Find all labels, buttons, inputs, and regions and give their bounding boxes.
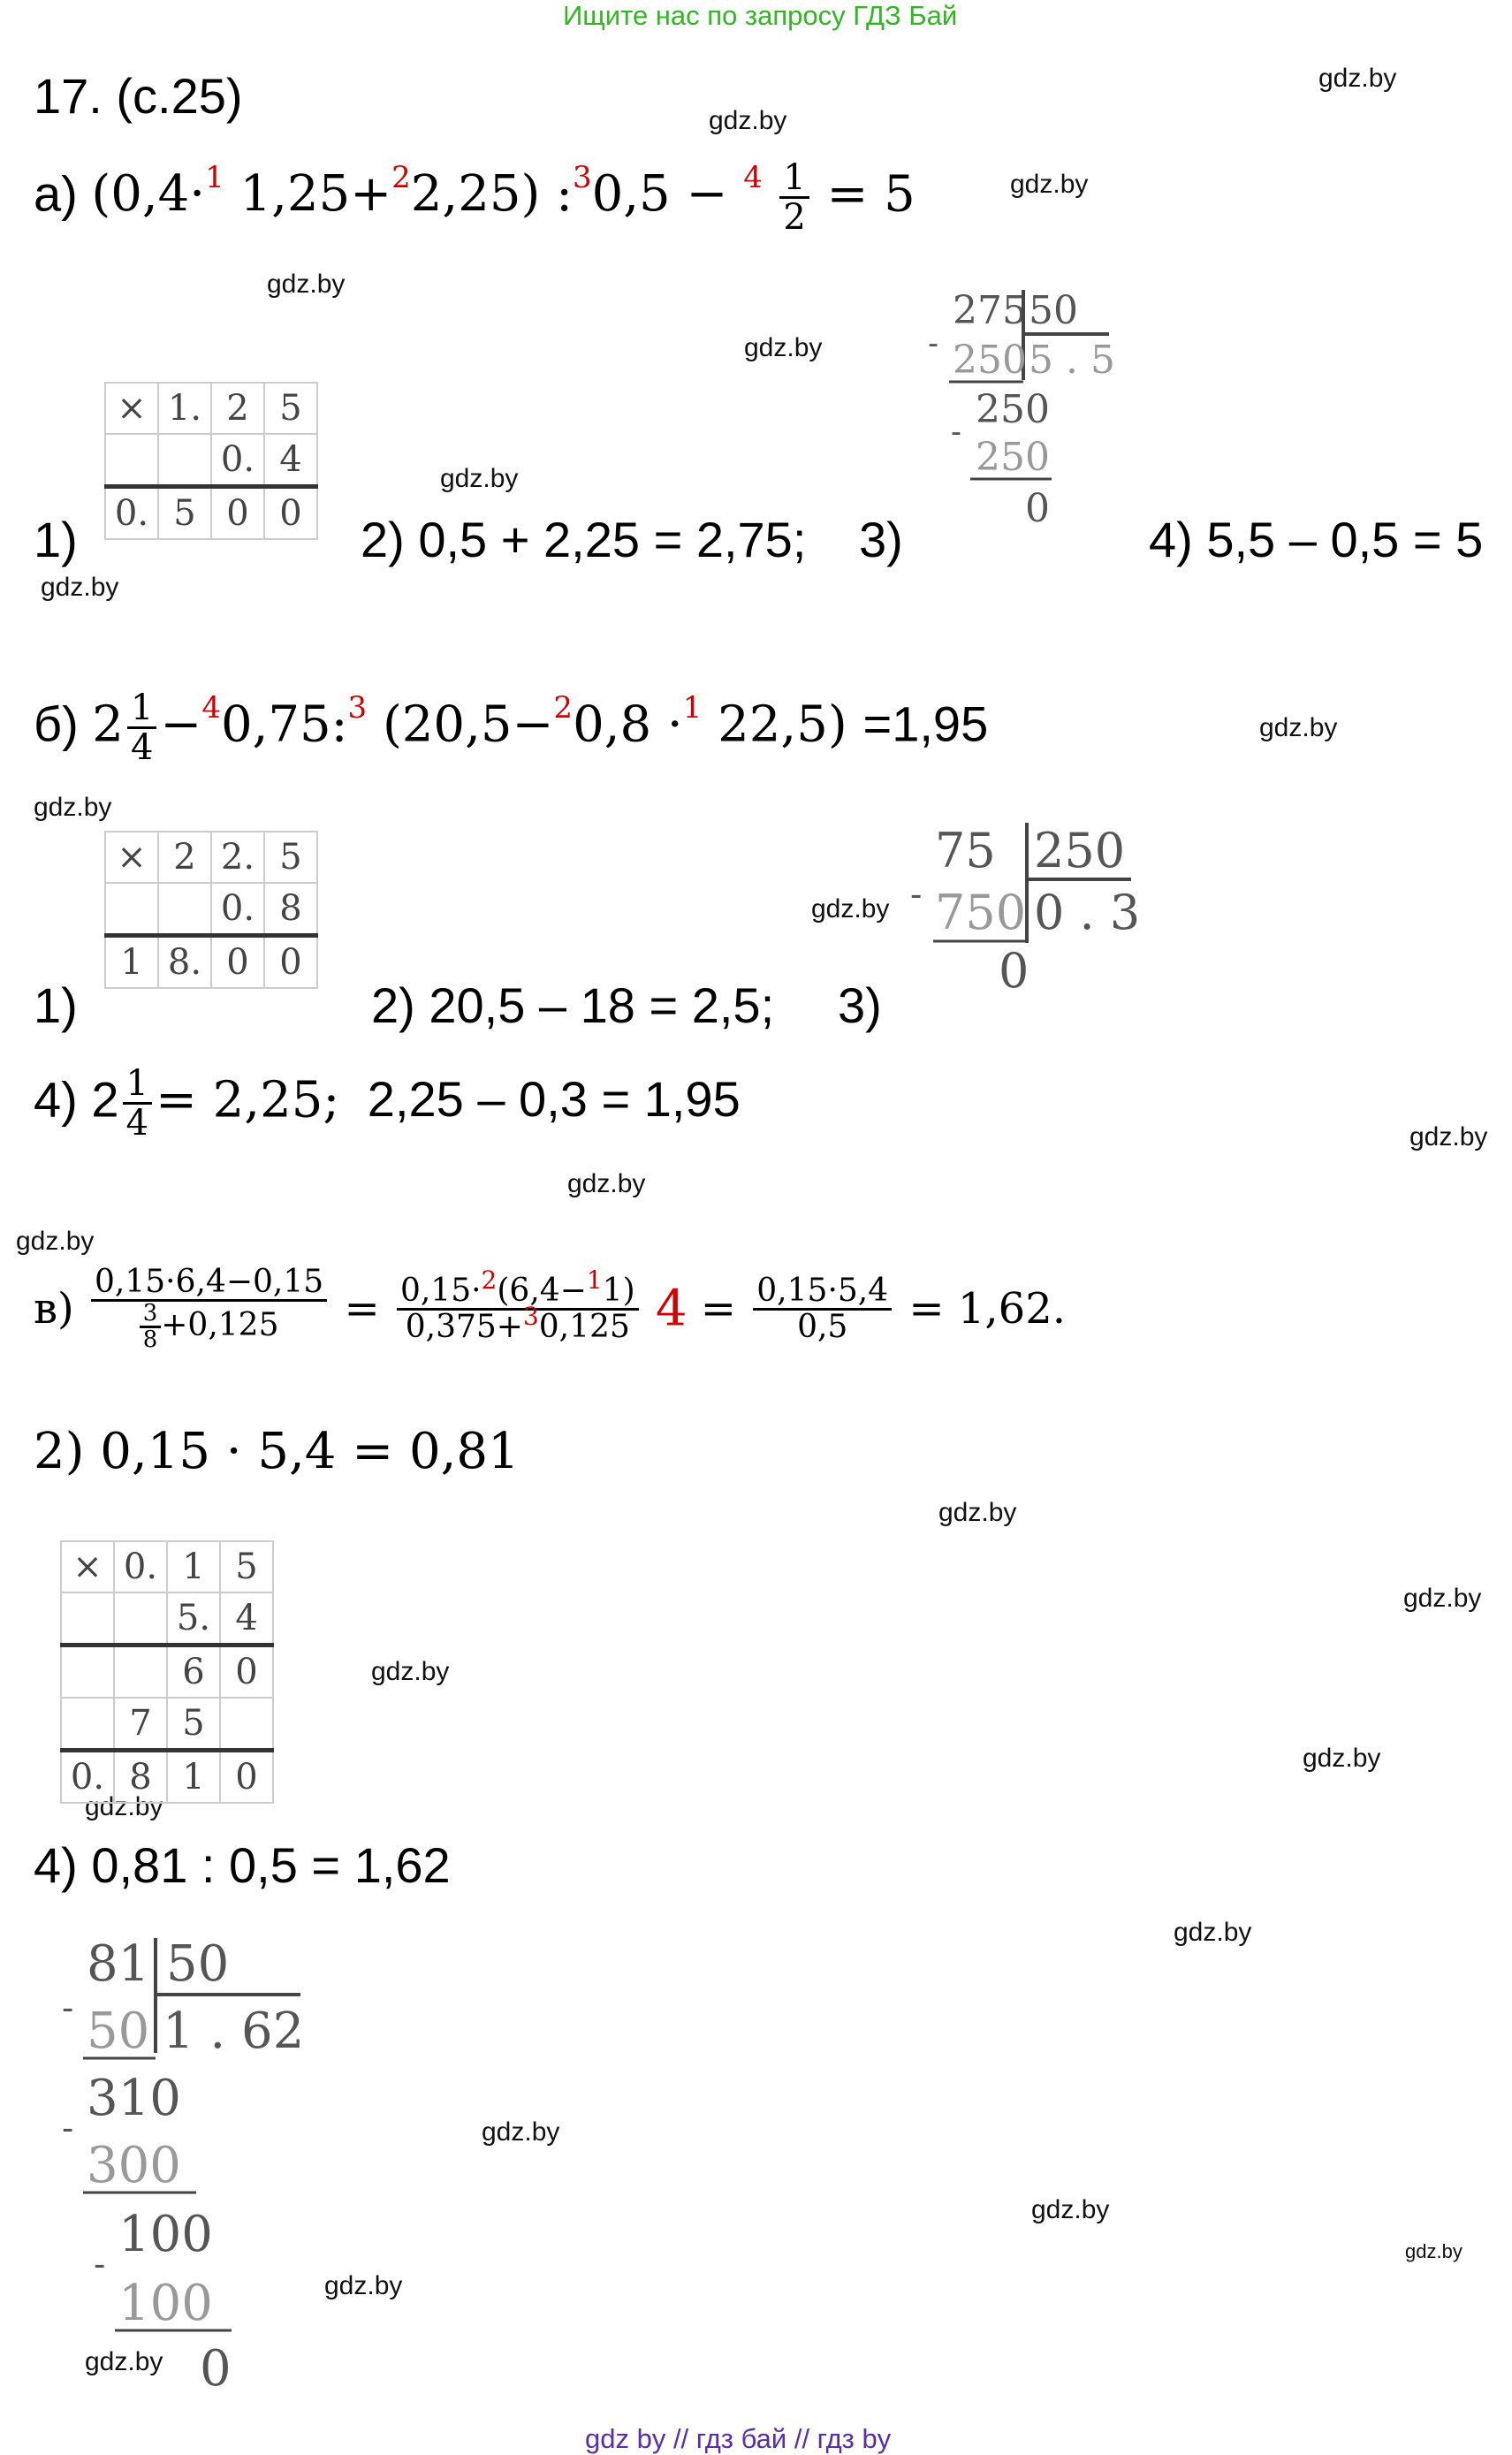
watermark: gdz.by xyxy=(938,1498,1017,1527)
part-c-multiplication: × 0. 1 5 5. 4 6 0 7 5 0. 8 1 0 xyxy=(60,1540,274,1804)
watermark: gdz.by xyxy=(1409,1122,1488,1151)
watermark: gdz.by xyxy=(1405,2240,1463,2262)
watermark: gdz.by xyxy=(34,793,112,822)
div-digit: 0 xyxy=(1025,486,1050,530)
part-c-step2: 2) 0,15 · 5,4 = 0,81 xyxy=(34,1423,520,1480)
watermark: gdz.by xyxy=(567,1169,646,1198)
div-digit: 0 xyxy=(200,2340,232,2390)
watermark: gdz.by xyxy=(1403,1584,1482,1613)
watermark: gdz.by xyxy=(16,1227,95,1256)
div-digit: 50 xyxy=(166,1935,230,1993)
div-digit: 250 xyxy=(976,387,1050,432)
svg-text:-: - xyxy=(951,413,961,449)
part-a-long-division xyxy=(928,283,1122,530)
part-b-multiplication: × 2 2. 5 0. 8 1 8. 0 0 xyxy=(104,831,318,989)
div-digit: 250 xyxy=(1034,823,1126,878)
div-digit: 250 xyxy=(976,435,1050,480)
part-b-expression: б) 2 $\frac{1}{4}$ −$^4$0,75:$^3$ (20,5−$^2$0,8 ·$^1$ 22,5) =1,95 xyxy=(34,688,989,768)
watermark: gdz.by xyxy=(85,2347,163,2376)
watermark: gdz.by xyxy=(371,1657,450,1686)
svg-text:-: - xyxy=(62,1988,74,2027)
div-digit: 0 xyxy=(999,943,1030,994)
div-digit: 100 xyxy=(118,2206,213,2263)
watermark: gdz.by xyxy=(744,333,823,362)
watermark: gdz.by xyxy=(1318,64,1397,93)
part-b-step1-label: 1) xyxy=(34,977,78,1033)
part-a-expression: а) (0,4·$^1$ 1,25+$^2$2,25) :$^3$0,5 − $^4$ $\frac{1}{2}$ = 5 xyxy=(34,157,916,238)
part-b-step2: 2) 20,5 – 18 = 2,5; xyxy=(371,977,775,1033)
bottom-banner[interactable]: gdz by // гдз бай // гдз by xyxy=(585,2423,892,2454)
div-digit: 0 . 3 xyxy=(1034,885,1140,940)
part-b-long-division xyxy=(910,817,1140,994)
div-digit: 750 xyxy=(935,885,1027,940)
watermark: gdz.by xyxy=(1174,1918,1252,1947)
watermark: gdz.by xyxy=(41,573,119,602)
div-digit: 1 . 62 xyxy=(163,2003,305,2060)
div-digit: 100 xyxy=(118,2275,213,2332)
part-a-multiplication: × 1. 2 5 0. 4 0. 5 0 0 xyxy=(104,382,318,540)
watermark: gdz.by xyxy=(1031,2195,1110,2224)
div-digit: 81 xyxy=(87,1935,150,1993)
watermark: gdz.by xyxy=(267,270,346,299)
watermark: gdz.by xyxy=(1303,1744,1381,1773)
svg-text:-: - xyxy=(910,875,923,914)
watermark: gdz.by xyxy=(1259,713,1338,742)
top-banner: Ищите нас по запросу ГДЗ Бай xyxy=(563,0,958,31)
watermark: gdz.by xyxy=(1010,170,1089,199)
part-b-step3-label: 3) xyxy=(838,977,882,1033)
div-digit: 50 xyxy=(87,2003,150,2060)
part-a-step3-label: 3) xyxy=(859,512,903,567)
part-c-expression: в) 0,15·6,4−0,15 $\frac{3}{8}$ +0,125 = $\frac{0,15\cdot^2(6,4-^11)}{0,375+^30,125}$ 4 = $\frac{0,15\cdot 5,4}{0,5}$ = 1,62. xyxy=(34,1264,1067,1354)
part-a-step2: 2) 0,5 + 2,25 = 2,75; xyxy=(361,512,807,567)
watermark: gdz.by xyxy=(85,1792,163,1821)
svg-text:-: - xyxy=(928,324,938,361)
watermark: gdz.by xyxy=(324,2271,403,2300)
svg-text:-: - xyxy=(94,2245,106,2284)
part-b-step4: 4) 2 $\frac{1}{4}$ = 2,25; 2,25 – 0,3 = 1,95 xyxy=(34,1063,741,1144)
watermark: gdz.by xyxy=(811,894,890,923)
div-digit: 310 xyxy=(87,2070,181,2127)
watermark: gdz.by xyxy=(440,464,519,493)
watermark: gdz.by xyxy=(709,106,787,135)
task-title: 17. (с.25) xyxy=(34,68,243,124)
part-a-step4: 4) 5,5 – 0,5 = 5 xyxy=(1149,512,1484,567)
part-c-step4: 4) 0,81 : 0,5 = 1,62 xyxy=(34,1837,451,1893)
svg-text:-: - xyxy=(62,2109,74,2147)
part-c-long-division xyxy=(62,1931,327,2390)
div-digit: 250 xyxy=(953,338,1027,383)
div-digit: 300 xyxy=(87,2137,181,2194)
div-digit: 50 xyxy=(1029,288,1078,333)
div-digit: 5 . 5 xyxy=(1029,338,1115,383)
part-a-step1-label: 1) xyxy=(34,512,78,567)
div-digit: 275 xyxy=(953,288,1027,333)
watermark: gdz.by xyxy=(482,2117,560,2147)
div-digit: 75 xyxy=(935,823,996,878)
